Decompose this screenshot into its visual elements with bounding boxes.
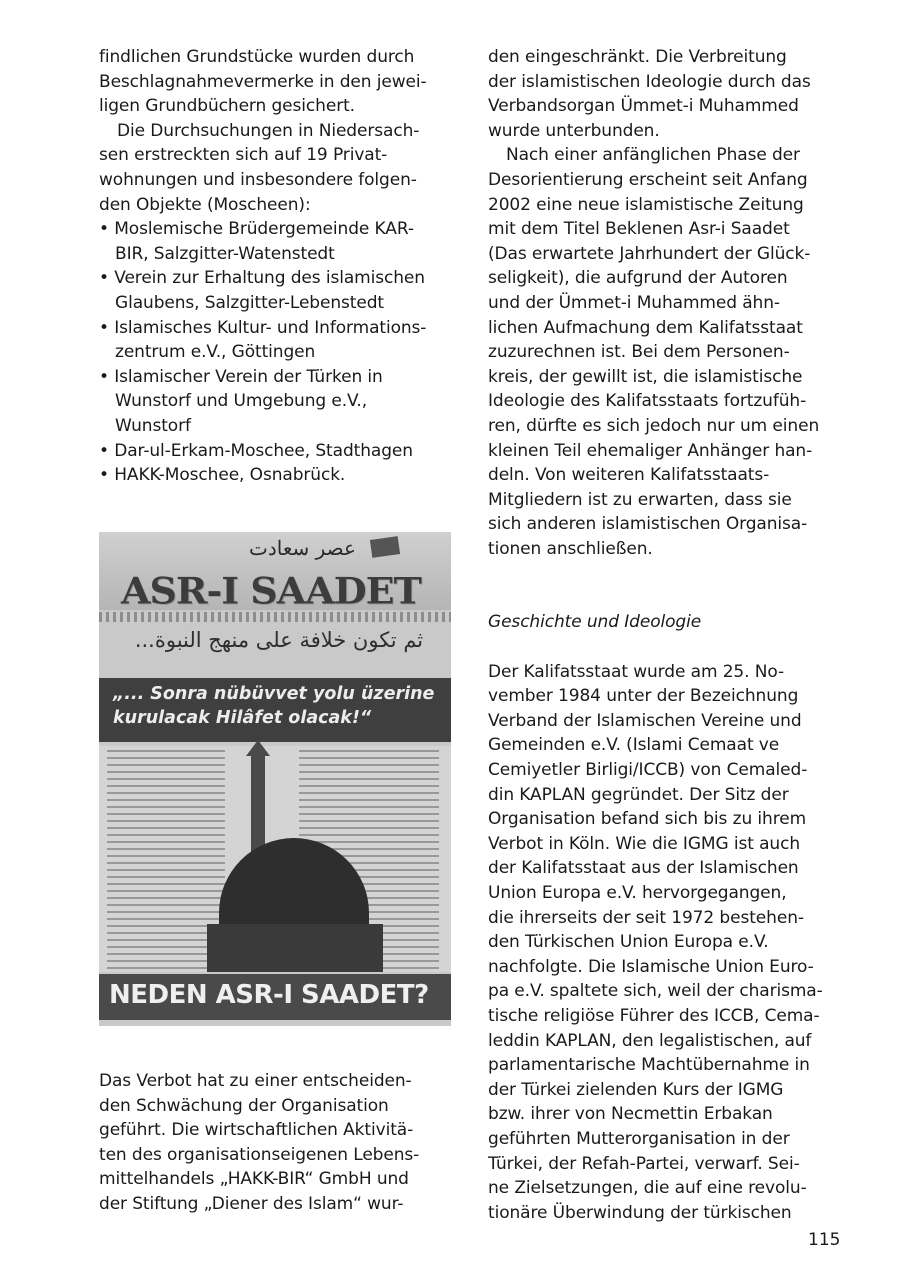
text-line: wurde unterbunden. (488, 120, 660, 141)
list-item-continuation: Glaubens, Salzgitter-Lebenstedt (115, 292, 384, 313)
text-line: Beschlagnahmevermerke in den jewei- (99, 71, 427, 92)
text-line: 2002 eine neue islamistische Zeitung (488, 194, 804, 215)
text-line: den Objekte (Moscheen): (99, 194, 311, 215)
text-line: der Stiftung „Diener des Islam“ wur- (99, 1193, 404, 1214)
list-item: • Dar-ul-Erkam-Moschee, Stadthagen (99, 440, 413, 461)
text-line: lichen Aufmachung dem Kalifatsstaat (488, 317, 803, 338)
text-line: kreis, der gewillt ist, die islamistische (488, 366, 803, 387)
text-line: Nach einer anfänglichen Phase der (506, 145, 800, 166)
list-item: • Verein zur Erhaltung des islamischen (99, 268, 425, 289)
text-line: mittelhandels „HAKK-BIR“ GmbH und (99, 1169, 409, 1190)
text-line: sen erstreckten sich auf 19 Privat- (99, 145, 388, 166)
text-line: der islamistischen Ideologie durch das (488, 71, 811, 92)
text-line: geführt. Die wirtschaftlichen Aktivitä- (99, 1120, 414, 1141)
text-line: Cemiyetler Birligi/ICCB) von Cemaled- (488, 760, 808, 781)
text-line: kleinen Teil ehemaliger Anhänger han- (488, 440, 813, 461)
text-line: tionäre Überwindung der türkischen (488, 1202, 792, 1223)
page-number: 115 (808, 1230, 841, 1250)
text-line: mit dem Titel Beklenen Asr-i Saadet (488, 219, 790, 240)
list-item-continuation: Wunstorf und Umgebung e.V., (115, 391, 367, 412)
text-line: den eingeschränkt. Die Verbreitung (488, 47, 787, 67)
list-item: • Islamisches Kultur- und Informations- (99, 317, 427, 338)
text-line: tionen anschließen. (488, 538, 653, 559)
text-line: pa e.V. spaltete sich, weil der charisma- (488, 981, 823, 1002)
banner-line: „... Sonra nübüvvet yolu üzerine (113, 684, 435, 704)
text-line: sich anderen islamistischen Organisa- (488, 514, 808, 535)
text-line: vember 1984 unter der Bezeichnung (488, 686, 799, 707)
text-line: die ihrerseits der seit 1972 bestehen- (488, 907, 804, 928)
list-item: • HAKK-Moschee, Osnabrück. (99, 465, 346, 486)
newspaper-bottom-title: NEDEN ASR-I SAADET? (109, 980, 429, 1010)
list-item: • Islamischer Verein der Türken in (99, 366, 383, 387)
text-line: Türkei, der Refah-Partei, verwarf. Sei- (488, 1153, 800, 1174)
text-line: leddin KAPLAN, den legalistischen, auf (488, 1030, 812, 1051)
text-line: Gemeinden e.V. (Islami Cemaat ve (488, 735, 780, 756)
masthead-strip (99, 612, 451, 622)
left-column-bottom (99, 1069, 451, 1217)
text-line: der Türkei zielenden Kurs der IGMG (488, 1079, 784, 1100)
flag-icon (370, 536, 400, 558)
text-line: den Türkischen Union Europa e.V. (488, 932, 769, 953)
section-heading: Geschichte und Ideologie (488, 612, 702, 633)
masthead-arabic: عصر سعادت (249, 536, 356, 560)
text-line: ten des organisationseigenen Lebens- (99, 1144, 420, 1165)
text-line: deln. Von weiteren Kalifatsstaats- (488, 465, 770, 486)
text-line: wohnungen und insbesondere folgen- (99, 169, 417, 190)
banner-line: kurulacak Hilâfet olacak!“ (113, 708, 372, 728)
text-line: findlichen Grundstücke wurden durch (99, 47, 415, 67)
text-line: seligkeit), die aufgrund der Autoren (488, 268, 788, 289)
text-line: bzw. ihrer von Necmettin Erbakan (488, 1104, 773, 1125)
text-line: Die Durchsuchungen in Niedersach- (117, 120, 420, 141)
mosque-base (207, 924, 383, 972)
newspaper-title: ASR-I SAADET (121, 569, 421, 612)
text-line: tische religiöse Führer des ICCB, Cema- (488, 1005, 820, 1026)
text-line: ne Zielsetzungen, die auf eine revolu- (488, 1178, 807, 1199)
left-column-top (99, 45, 451, 488)
spacer (488, 635, 840, 660)
arabic-headline: ...ثم تكون خلافة على منهج النبوة (134, 628, 424, 652)
text-line: Desorientierung erscheint seit Anfang (488, 169, 808, 190)
list-item-continuation: zentrum e.V., Göttingen (115, 342, 316, 363)
text-line: Verbot in Köln. Wie die IGMG ist auch (488, 833, 801, 854)
text-line: Union Europa e.V. hervorgegangen, (488, 883, 787, 903)
text-line: zuzurechnen ist. Bei dem Personen- (488, 342, 790, 363)
newspaper-image (99, 532, 451, 1026)
spacer (488, 561, 840, 610)
text-line: din KAPLAN gegründet. Der Sitz der (488, 784, 789, 805)
text-line: den Schwächung der Organisation (99, 1095, 389, 1116)
text-line: Verbandsorgan Ümmet-i Muhammed (488, 96, 799, 117)
text-line: nachfolgte. Die Islamische Union Euro- (488, 956, 814, 977)
text-line: Mitgliedern ist zu erwarten, dass sie (488, 489, 792, 510)
text-line: Der Kalifatsstaat wurde am 25. No- (488, 661, 785, 682)
list-item-continuation: Wunstorf (115, 415, 191, 436)
text-line: geführten Mutterorganisation in der (488, 1128, 790, 1149)
text-line: der Kalifatsstaat aus der Islamischen (488, 858, 799, 879)
list-item: • Moslemische Brüdergemeinde KAR- (99, 219, 414, 240)
text-line: (Das erwartete Jahrhundert der Glück- (488, 243, 811, 264)
headline-banner (99, 678, 451, 742)
text-line: Ideologie des Kalifatsstaats fortzufüh- (488, 391, 807, 412)
text-line: ligen Grundbüchern gesichert. (99, 96, 355, 117)
text-line: Organisation befand sich bis zu ihrem (488, 809, 807, 830)
text-line: parlamentarische Machtübernahme in (488, 1055, 810, 1076)
list-item-continuation: BIR, Salzgitter-Watenstedt (115, 243, 335, 264)
text-line: Verband der Islamischen Vereine und (488, 710, 802, 731)
right-column (488, 45, 840, 1225)
text-line: ren, dürfte es sich jedoch nur um einen (488, 415, 820, 436)
text-line: und der Ümmet-i Muhammed ähn- (488, 292, 780, 313)
text-line: Das Verbot hat zu einer entscheiden- (99, 1071, 412, 1091)
